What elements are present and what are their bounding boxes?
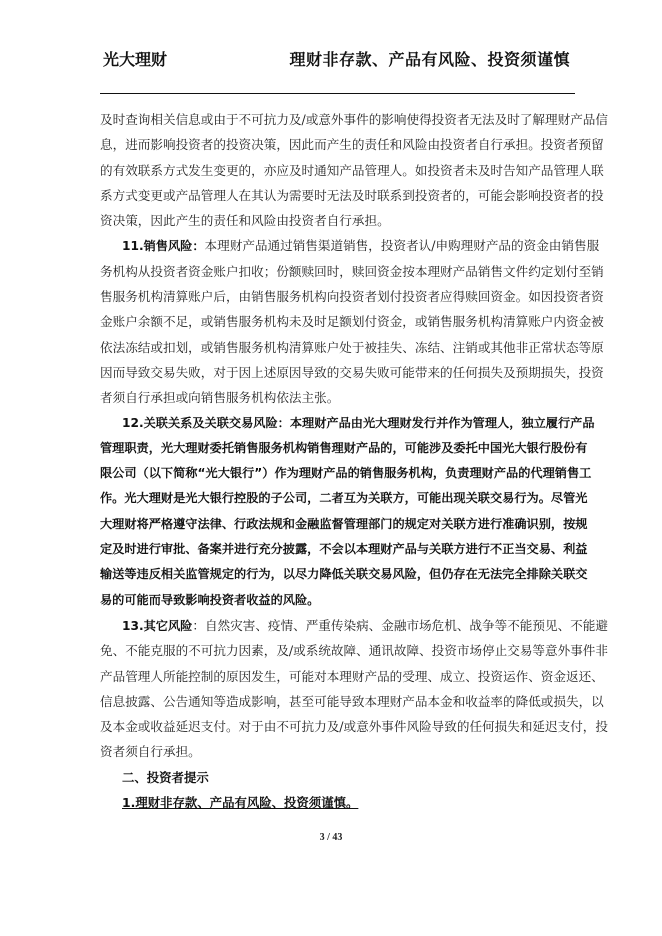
text-line — [100, 385, 576, 410]
paragraph — [100, 613, 608, 765]
paragraph — [100, 411, 595, 613]
text-line — [100, 208, 576, 233]
text-line — [100, 335, 604, 360]
line-text: 的有效联系方式发生变更的，亦应及时通知产品管理人。如投资者未及时告知产品管理人联 — [100, 162, 604, 178]
line-text: 依法冻结或扣划，或销售服务机构清算账户处于被挂失、冻结、注销或其他非正常状态等原 — [100, 339, 604, 355]
line-text: 管理职责，光大理财委托销售服务机构销售理财产品的，可能涉及委托中国光大银行股份有 — [100, 440, 588, 455]
line-text: 限公司（以下简称“光大银行”）作为理财产品的销售服务机构，负责理财产品的代理销售工 — [100, 466, 592, 481]
line-text: 产品管理人所能控制的原因发生，可能对本理财产品的受理、成立、投资运作、资金返还、 — [100, 668, 604, 684]
text-line — [100, 107, 608, 132]
line-text: 息，进而影响投资者的投资决策，因此而产生的责任和风险由投资者自行承担。投资者预留 — [100, 137, 604, 153]
subheading — [100, 790, 576, 815]
text-line — [100, 562, 588, 587]
text-line — [100, 183, 604, 208]
line-text: 售服务机构清算账户后，由销售服务机构向投资者划付投资者应得赎回资金。如因投资者资 — [100, 289, 604, 305]
text-line — [100, 461, 592, 486]
line-text: 本理财产品通过销售渠道销售，投资者认/申购理财产品的资金由销售服 — [204, 238, 600, 254]
text-line — [100, 411, 595, 436]
text-line — [100, 284, 604, 309]
text-line — [100, 512, 588, 537]
text-line — [100, 259, 604, 284]
page-number: 3 / 43 — [319, 832, 343, 843]
line-text: 务机构从投资者资金账户扣收；份额赎回时，赎回资金按本理财产品销售文件约定划付至销 — [100, 263, 604, 279]
text-line — [100, 158, 604, 183]
text-line — [100, 689, 604, 714]
text-line — [100, 664, 604, 689]
line-text: 定及时进行审批、备案并进行充分披露，不会以本理财产品与关联方进行不正当交易、利益 — [100, 542, 588, 557]
text-line — [100, 714, 608, 739]
line-text: 及时查询相关信息或由于不可抗力及/或意外事件的影响使得投资者无法及时了解理财产品信 — [100, 112, 608, 127]
paragraph — [100, 107, 608, 233]
text-line — [100, 739, 576, 764]
line-text: 12.关联关系及关联交易风险：本理财产品由光大理财发行并作为管理人，独立履行产品 — [122, 415, 595, 430]
line-text: 系方式变更或产品管理人在其认为需要时无法及时联系到投资者的，可能会影响投资者的投 — [100, 187, 604, 203]
line-text: 因而导致交易失败，对于因上述原因导致的交易失败可能带来的任何损失及预期损失，投资 — [100, 364, 604, 380]
text-line — [100, 132, 604, 157]
line-text: 信息披露、公告通知等造成影响，甚至可能导致本理财产品本金和收益率的降低或损失，以 — [100, 693, 604, 709]
header-brand: 光大理财 — [103, 50, 168, 69]
document-body — [100, 107, 608, 815]
subheading-text: 1.理财非存款、产品有风险、投资须谨慎。 — [122, 795, 359, 811]
header-rule — [100, 93, 575, 94]
text-line — [100, 233, 600, 258]
text-line — [100, 360, 604, 385]
header-slogan: 理财非存款、产品有风险、投资须谨慎 — [289, 50, 570, 69]
line-text: 者须自行承担或向销售服务机构依法主张。 — [100, 390, 340, 406]
line-text: 大理财将严格遵守法律、行政法规和金融监督管理部门的规定对关联方进行准确识别，按规 — [100, 516, 588, 531]
line-text: 易的可能而导致影响投资者收益的风险。 — [100, 592, 320, 607]
text-line — [100, 436, 588, 461]
line-text: 资决策，因此产生的责任和风险由投资者自行承担。 — [100, 213, 390, 229]
line-text: ：自然灾害、疫情、严重传染病、金融市场危机、战争等不能预见、不能避 — [192, 617, 608, 633]
section-heading: 二、投资者提示 — [122, 769, 209, 785]
line-text: 及本金或收益延迟支付。对于由不可抗力及/或意外事件风险导致的任何损失和延迟支付，投 — [100, 719, 608, 735]
text-line — [100, 638, 608, 663]
text-line — [100, 588, 576, 613]
text-line — [100, 613, 608, 638]
line-text: 输送等违反相关监管规定的行为，以尽力降低关联交易风险，但仍存在无法完全排除关联交 — [100, 567, 588, 582]
text-line — [100, 537, 588, 562]
text-line — [100, 486, 588, 511]
text-line — [100, 309, 604, 334]
paragraph — [100, 233, 604, 410]
line-text: 作。光大理财是光大银行控股的子公司，二者互为关联方，可能出现关联交易行为。尽管光 — [100, 491, 588, 506]
paragraph-lead: 13.其它风险 — [122, 618, 193, 633]
line-text: 资者须自行承担。 — [100, 744, 201, 760]
line-text: 金账户余额不足，或销售服务机构未及时足额划付资金，或销售服务机构清算账户内资金被 — [100, 314, 604, 330]
line-text: 免、不能克服的不可抗力因素，及/或系统故障、通讯故障、投资市场停止交易等意外事件非 — [100, 643, 608, 659]
paragraph-lead: 11.销售风险： — [122, 239, 205, 254]
